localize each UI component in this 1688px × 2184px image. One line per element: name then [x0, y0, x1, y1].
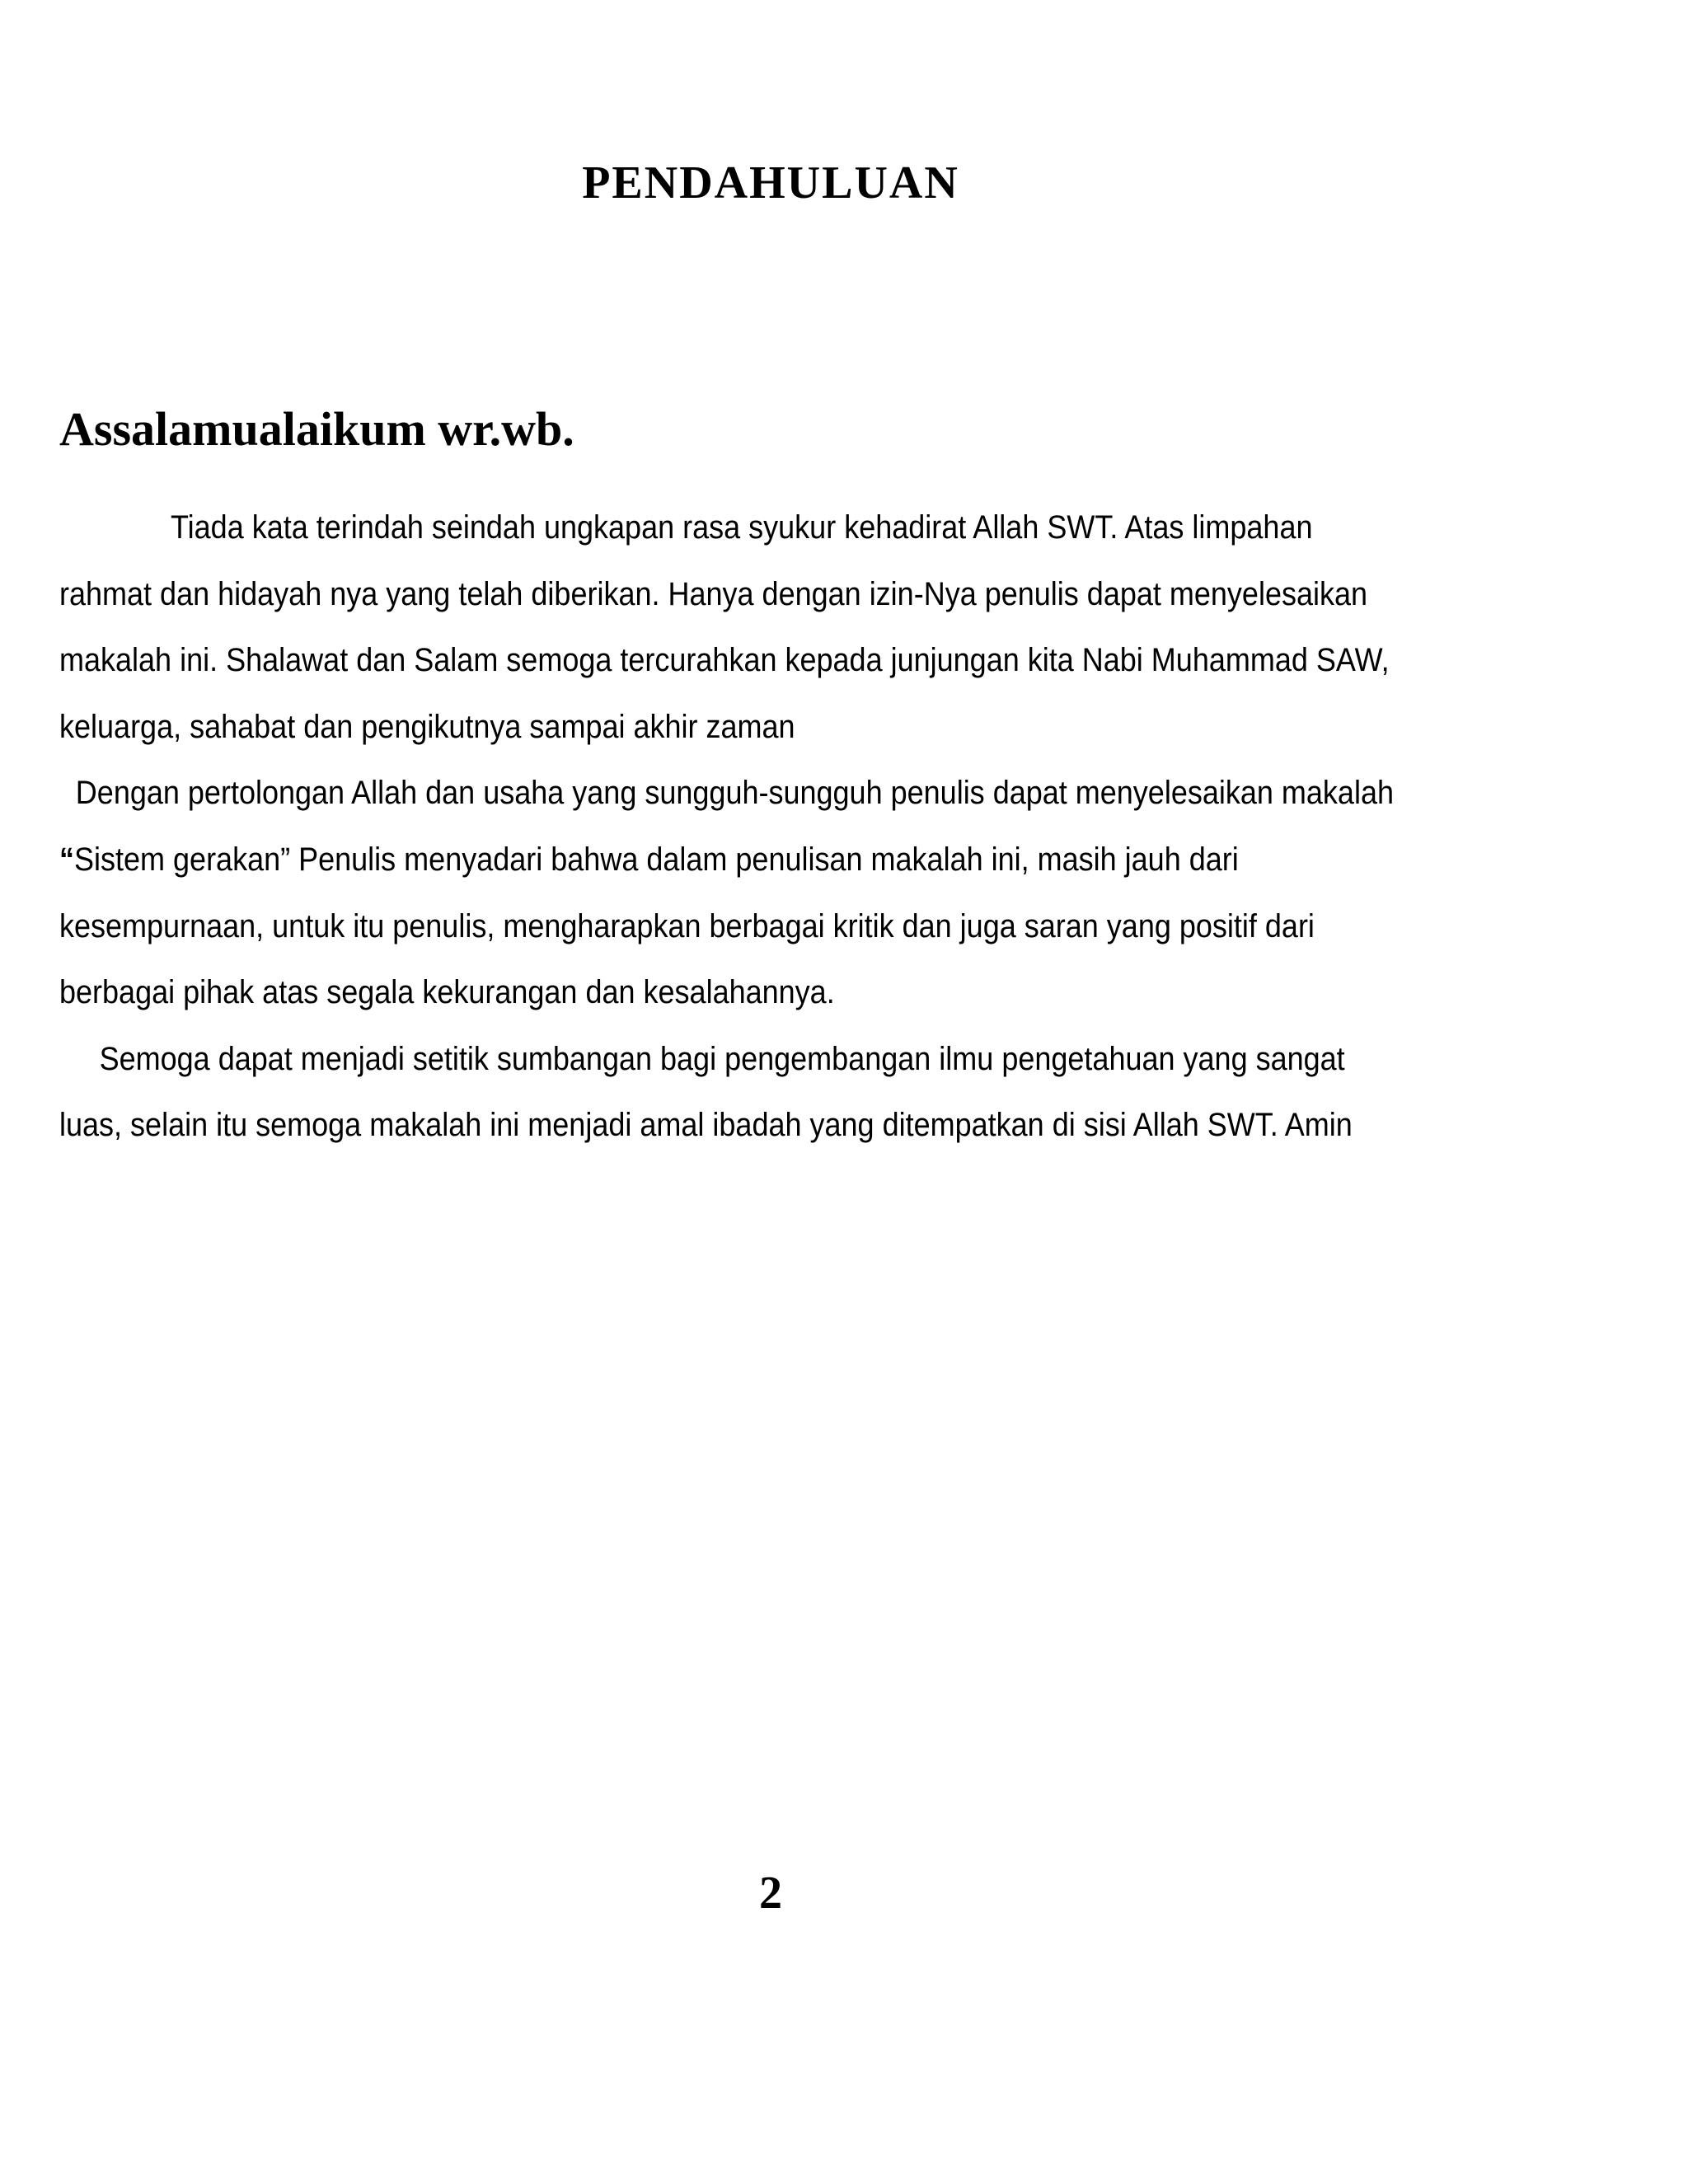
opening-quote-mark: “ [59, 841, 74, 878]
paragraph-line-2: rahmat dan hidayah nya yang telah diberikan. Hanya dengan izin-Nya penulis dapat menyelesaikan [59, 575, 1368, 612]
paragraph-line-7: kesempurnaan, untuk itu penulis, mengharapkan berbagai kritik dan juga saran yang positif dari [59, 907, 1315, 944]
body-text [59, 494, 1394, 1159]
paragraph-line-4: keluarga, sahabat dan pengikutnya sampai akhir zaman [59, 708, 795, 745]
paragraph-line-6-text: Sistem gerakan” Penulis menyadari bahwa dalam penulisan makalah ini, masih jauh dari [74, 841, 1239, 878]
paragraph-line-1: Tiada kata terindah seindah ungkapan rasa syukur kehadirat Allah SWT. Atas limpahan [171, 509, 1313, 546]
paragraph-line-3: makalah ini. Shalawat dan Salam semoga tercurahkan kepada junjungan kita Nabi Muhammad SAW, [59, 642, 1390, 679]
greeting-heading: Assalamualaikum wr.wb. [59, 402, 574, 456]
paragraph-line-9: Semoga dapat menjadi setitik sumbangan bagi pengembangan ilmu pengetahuan yang sangat [99, 1040, 1345, 1077]
paragraph-line-6 [59, 827, 1365, 893]
page-title: PENDAHULUAN [582, 157, 959, 209]
paragraph-line-10: luas, selain itu semoga makalah ini menjadi amal ibadah yang ditempatkan di sisi Allah SWT. Amin [59, 1107, 1353, 1144]
page-number: 2 [759, 1868, 782, 1919]
paragraph-line-8: berbagai pihak atas segala kekurangan dan kesalahannya. [59, 974, 835, 1011]
paragraph-line-5: Dengan pertolongan Allah dan usaha yang sungguh-sungguh penulis dapat menyelesaikan makalah [75, 775, 1394, 812]
